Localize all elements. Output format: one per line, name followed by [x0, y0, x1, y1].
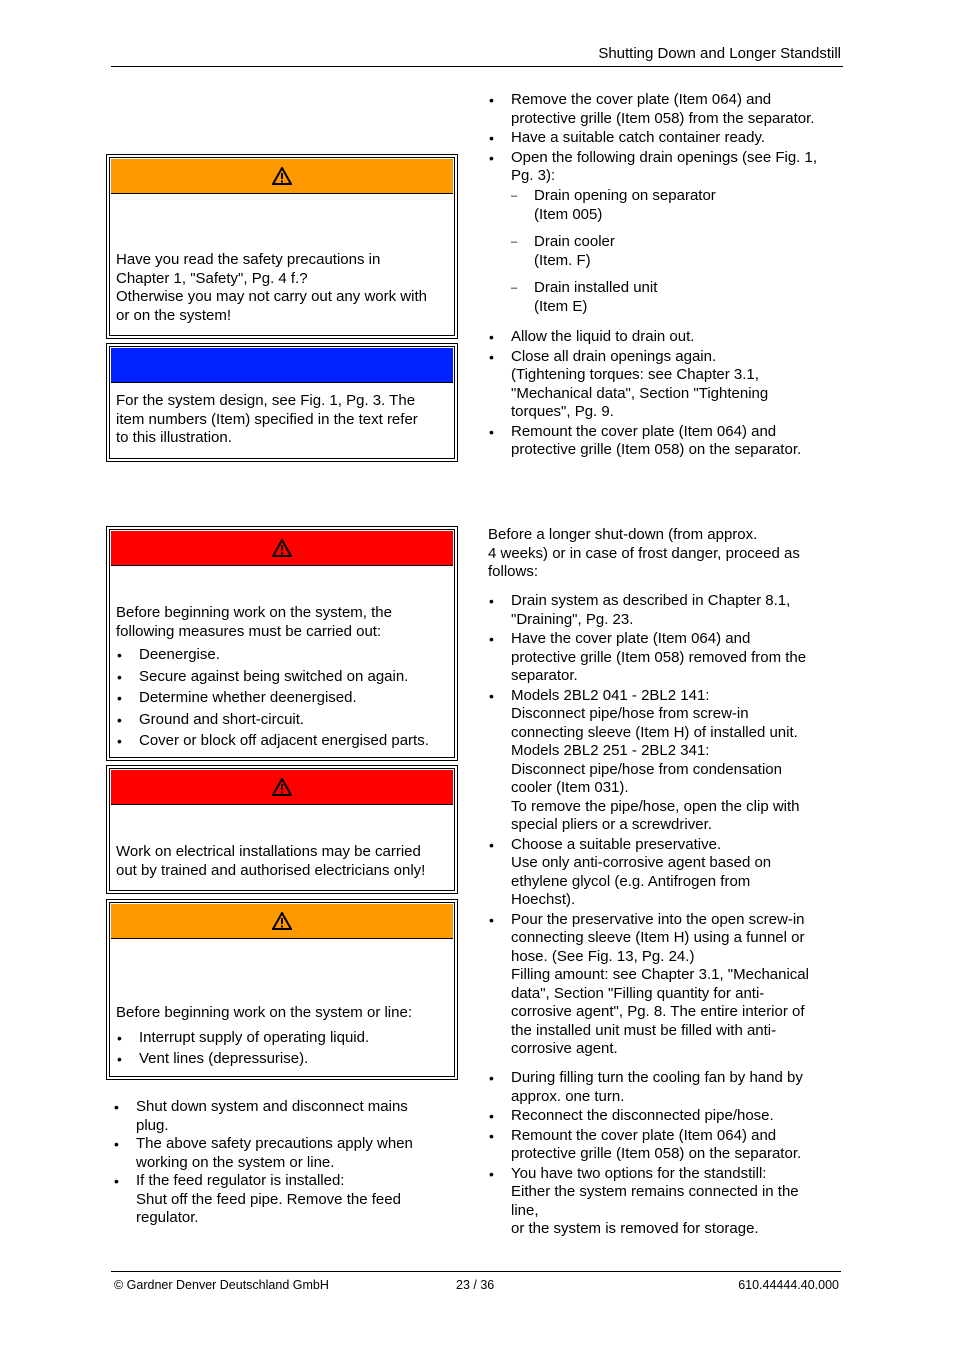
- text-line: Disconnect pipe/hose from condensation: [511, 760, 782, 778]
- list-item: • Vent lines (depressurise).: [116, 1050, 448, 1069]
- text-line: Before beginning work on the system or line:: [116, 1004, 412, 1021]
- caution-text: [116, 251, 448, 325]
- draining-steps-list-b: [488, 328, 848, 460]
- drain-openings-list: [511, 187, 831, 316]
- text-line: Disconnect pipe/hose from screw-in: [511, 705, 749, 722]
- text-line: Before a longer shut-down (from approx.: [488, 526, 758, 543]
- footer-page-number: 23 / 36: [456, 1278, 495, 1292]
- standstill-steps-list-b: [488, 1069, 848, 1239]
- text-line: (Item 005): [534, 205, 603, 223]
- list-item: [113, 1098, 453, 1135]
- text-line: – Drain installed unit: [534, 279, 658, 296]
- footer-divider: [111, 1271, 841, 1272]
- text-line: • The above safety precautions apply when: [136, 1135, 413, 1152]
- text-line: approx. one turn.: [511, 1087, 625, 1105]
- text-line: "Mechanical data", Section "Tightening: [511, 384, 769, 402]
- danger-bar: [111, 531, 453, 566]
- text-line: connecting sleeve (Item H) of installed unit.: [511, 723, 798, 741]
- text-line: protective grille (Item 058) on the separator.: [511, 441, 802, 458]
- caution-text: [116, 1004, 448, 1069]
- text-line: protective grille (Item 058) removed from the: [511, 648, 807, 666]
- danger-text: [116, 843, 448, 880]
- text-line: – Drain cooler: [534, 233, 615, 250]
- text-line: • Models 2BL2 041 - 2BL2 141:: [511, 686, 710, 704]
- text-line: Hoechst).: [511, 891, 576, 908]
- danger-text: [116, 604, 448, 751]
- list-item: • Interrupt supply of operating liquid.: [116, 1029, 448, 1048]
- text-line: • Shut down system and disconnect mains: [136, 1098, 408, 1115]
- text-line: data", Section "Filling quantity for anti-: [511, 984, 765, 1002]
- standstill-intro: [488, 526, 848, 582]
- text-line: line,: [511, 1201, 539, 1219]
- list-item: [488, 1165, 848, 1239]
- text-line: • If the feed regulator is installed:: [136, 1172, 345, 1189]
- note-box-system-design: [109, 346, 455, 459]
- list-item: [488, 592, 848, 629]
- page-header-title: Shutting Down and Longer Standstill: [598, 45, 841, 62]
- text-line: corrosive agent.: [511, 1040, 618, 1057]
- text-line: (Item E): [534, 297, 588, 315]
- text-line: plug.: [136, 1116, 169, 1134]
- footer-copyright: © Gardner Denver Deutschland GmbH: [114, 1278, 329, 1292]
- text-line: – Drain opening on separator: [534, 187, 716, 204]
- text-line: Either the system remains connected in the: [511, 1183, 799, 1200]
- text-line: • During filling turn the cooling fan by hand by: [511, 1069, 803, 1086]
- warning-triangle-icon: [272, 912, 292, 930]
- list-item: [488, 911, 848, 1059]
- text-line: "Draining", Pg. 23.: [511, 610, 634, 628]
- text-line: protective grille (Item 058) on the separator.: [511, 1145, 802, 1162]
- list-item: [488, 630, 848, 686]
- list-item: [488, 1127, 848, 1164]
- text-line: or on the system!: [116, 306, 232, 324]
- text-line: • You have two options for the standstill:: [511, 1164, 767, 1182]
- list-item: • Secure against being switched on again.: [116, 668, 448, 687]
- caution-box-safety: [109, 157, 455, 336]
- text-line: To remove the pipe/hose, open the clip with: [511, 797, 800, 815]
- sub-list-item: [511, 279, 831, 316]
- text-line: or the system is removed for storage.: [511, 1220, 759, 1237]
- text-line: • Have a suitable catch container ready.: [511, 129, 766, 146]
- text-line: • Have the cover plate (Item 064) and: [511, 630, 751, 647]
- list-item: • Determine whether deenergised.: [116, 689, 448, 708]
- warning-triangle-icon: [272, 778, 292, 796]
- text-line: ethylene glycol (e.g. Antifrogen from: [511, 872, 751, 890]
- list-item: • Ground and short-circuit.: [116, 711, 448, 730]
- text-line: • Pour the preservative into the open screw-in: [511, 910, 805, 928]
- note-bar: [111, 348, 453, 383]
- sub-list-item: [511, 187, 831, 224]
- text-line: corrosive agent", Pg. 8. The entire interior of: [511, 1003, 805, 1020]
- text-line: torques", Pg. 9.: [511, 403, 614, 420]
- text-line: to this illustration.: [116, 429, 232, 446]
- caution-bar: [111, 904, 453, 939]
- warning-triangle-icon: [272, 167, 292, 185]
- text-line: • Choose a suitable preservative.: [511, 835, 722, 853]
- danger-box-deenergise: [109, 529, 455, 758]
- text-line: • Remount the cover plate (Item 064) and: [511, 1126, 777, 1144]
- text-line: Use only anti-corrosive agent based on: [511, 854, 772, 871]
- text-line: • Remount the cover plate (Item 064) and: [511, 422, 777, 440]
- text-line: the installed unit must be filled with anti-: [511, 1021, 777, 1039]
- text-line: For the system design, see Fig. 1, Pg. 3. The: [116, 392, 416, 409]
- text-line: Models 2BL2 251 - 2BL2 341:: [511, 742, 710, 759]
- list-item: [488, 328, 848, 347]
- text-line: Pg. 3):: [511, 167, 556, 184]
- sub-list-item: [511, 233, 831, 270]
- text-line: (Item. F): [534, 251, 591, 269]
- list-item: [488, 1107, 848, 1126]
- shutdown-steps-list: [113, 1098, 453, 1228]
- danger-bar: [111, 770, 453, 805]
- text-line: Otherwise you may not carry out any work with: [116, 288, 427, 305]
- text-line: follows:: [488, 563, 539, 580]
- text-line: out by trained and authorised electricians only!: [116, 861, 426, 879]
- header-divider: [111, 66, 843, 67]
- text-line: Before beginning work on the system, the: [116, 604, 392, 621]
- text-line: • Remove the cover plate (Item 064) and: [511, 91, 772, 108]
- text-line: • Allow the liquid to drain out.: [511, 328, 695, 345]
- list-item: [488, 149, 848, 186]
- text-line: connecting sleeve (Item H) using a funnel or: [511, 929, 805, 946]
- list-item: [488, 687, 848, 835]
- text-line: protective grille (Item 058) from the separator.: [511, 109, 815, 127]
- text-line: working on the system or line.: [136, 1153, 335, 1171]
- text-line: special pliers or a screwdriver.: [511, 816, 712, 833]
- list-item: [113, 1172, 453, 1228]
- text-line: regulator.: [136, 1209, 199, 1226]
- list-item: [488, 1069, 848, 1106]
- text-line: item numbers (Item) specified in the text refer: [116, 410, 418, 428]
- text-line: Filling amount: see Chapter 3.1, "Mechanical: [511, 966, 809, 983]
- note-text: [116, 392, 448, 448]
- text-line: • Open the following drain openings (see Fig. 1,: [511, 148, 818, 166]
- text-line: • Drain system as described in Chapter 8.1,: [511, 592, 791, 609]
- text-line: following measures must be carried out:: [116, 622, 382, 640]
- measures-list: [116, 646, 448, 751]
- text-line: separator.: [511, 667, 578, 684]
- danger-box-electricians: [109, 768, 455, 891]
- text-line: Have you read the safety precautions in: [116, 251, 381, 268]
- list-item: [488, 91, 848, 128]
- list-item: • Deenergise.: [116, 646, 448, 665]
- warning-triangle-icon: [272, 539, 292, 557]
- text-line: Chapter 1, "Safety", Pg. 4 f.?: [116, 269, 308, 287]
- text-line: Work on electrical installations may be carried: [116, 843, 421, 860]
- list-item: [488, 836, 848, 910]
- footer-document-number: 610.44444.40.000: [738, 1278, 839, 1292]
- text-line: • Close all drain openings again.: [511, 347, 717, 365]
- text-line: (Tightening torques: see Chapter 3.1,: [511, 366, 759, 383]
- caution-box-line-work: [109, 902, 455, 1077]
- text-line: • Reconnect the disconnected pipe/hose.: [511, 1107, 774, 1124]
- draining-steps-list-a: [488, 91, 848, 186]
- caution-bar: [111, 159, 453, 194]
- list-item: [113, 1135, 453, 1172]
- list-item: [488, 423, 848, 460]
- list-item: [488, 129, 848, 148]
- text-line: Shut off the feed pipe. Remove the feed: [136, 1190, 401, 1208]
- standstill-steps-list-a: [488, 592, 848, 1059]
- text-line: 4 weeks) or in case of frost danger, proceed as: [488, 544, 800, 562]
- list-item: • Cover or block off adjacent energised parts.: [116, 732, 448, 751]
- line-work-list: [116, 1029, 448, 1069]
- text-line: cooler (Item 031).: [511, 779, 629, 796]
- text-line: hose. (See Fig. 13, Pg. 24.): [511, 947, 695, 965]
- list-item: [488, 348, 848, 422]
